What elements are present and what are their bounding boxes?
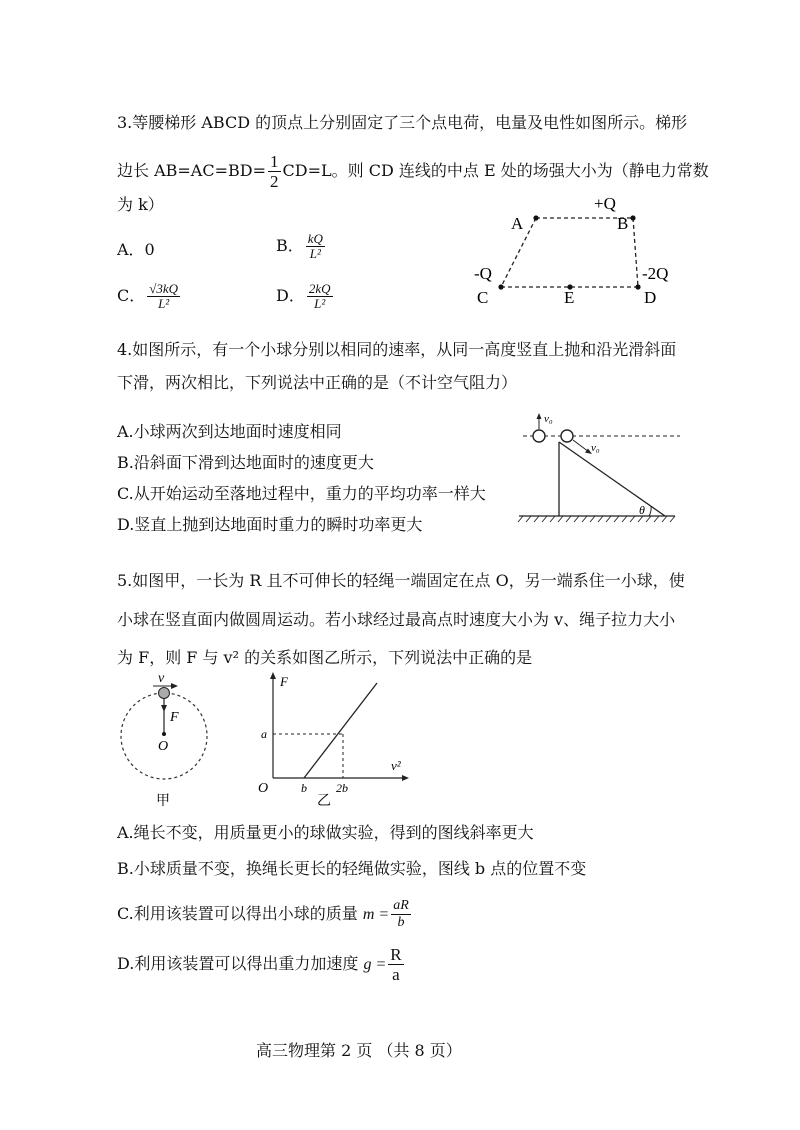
q3-half-fraction: $\frac{1}{2}$	[270, 152, 279, 191]
label-c: C	[477, 288, 489, 307]
vertex-d-dot	[635, 284, 640, 289]
vertex-c-dot	[498, 284, 503, 289]
ball-incline	[561, 430, 573, 442]
q4-line1: 4.如图所示，有一个小球分别以相同的速率，从同一高度竖直上抛和沿光滑斜面	[117, 340, 677, 359]
charge-d: -2Q	[642, 264, 669, 283]
charge-c: -Q	[474, 264, 492, 283]
ground-hatching	[518, 516, 675, 522]
q3-line2-b: CD=L。则 CD 连线的中点 E 处的场强大小为（静电力常数	[282, 161, 709, 180]
q5-figure-a	[112, 670, 222, 810]
q3-line2-a: 边长 AB=AC=BD=	[117, 161, 267, 180]
fig-b-caption: 乙	[317, 794, 331, 809]
q3-option-c: C． $\frac{√3kQ}{\text{L²}}$	[117, 281, 179, 311]
q5-option-c: C.利用该装置可以得出小球的质量 m = $\frac{aR}{b}$	[117, 898, 409, 930]
vertex-a-dot	[533, 215, 538, 220]
q4-option-b: B.沿斜面下滑到达地面时的速度更大	[117, 453, 374, 472]
q5-line2: 小球在竖直面内做圆周运动。若小球经过最高点时速度大小为 v、绳子拉力大小	[117, 610, 676, 629]
fig-b-f-axis-label: F	[280, 674, 288, 689]
label-d: D	[644, 288, 657, 307]
fig-a-ball	[159, 688, 170, 699]
q5-option-d: D.利用该装置可以得出重力加速度 g = $\frac{R}{a}$	[117, 945, 402, 984]
fig-b-a-tick: a	[261, 727, 267, 741]
vertex-b-dot	[630, 215, 635, 220]
fig-b-origin-label: O	[258, 781, 269, 796]
fig-a-caption: 甲	[156, 794, 170, 809]
page-footer: 高三物理第 2 页 （共 8 页）	[256, 1041, 462, 1060]
q5-figure-b-graph	[255, 670, 415, 810]
q3-line1: 3.等腰梯形 ABCD 的顶点上分别固定了三个点电荷，电量及电性如图所示。梯形	[117, 113, 688, 132]
q4-incline-figure	[515, 408, 685, 528]
fig-a-o-label: O	[158, 739, 169, 754]
q4-option-d: D.竖直上抛到达地面时重力的瞬时功率更大	[117, 515, 423, 534]
fig-b-b-tick: b	[301, 781, 307, 795]
label-b: B	[617, 214, 629, 233]
q3-option-d: D． $\frac{2kQ}{\text{L²}}$	[276, 281, 331, 311]
fig-b-2b-tick: 2b	[336, 781, 348, 795]
theta-label: θ	[639, 503, 645, 517]
q4-line2: 下滑，两次相比，下列说法中正确的是（不计空气阻力）	[117, 373, 518, 392]
label-e: E	[564, 288, 575, 307]
q4-option-a: A.小球两次到达地面时速度相同	[117, 422, 342, 441]
fig-a-f-label: F	[170, 710, 179, 725]
fig-a-v-label: v	[158, 671, 165, 686]
q3-option-a: A．0	[117, 240, 155, 259]
q5-line3: 为 F，则 F 与 v² 的关系如图乙所示，下列说法中正确的是	[117, 648, 533, 667]
fig-b-v2-axis-label: v²	[391, 758, 401, 773]
q5-line1: 5.如图甲，一长为 R 且不可伸长的轻绳一端固定在点 O，另一端系住一小球，使	[117, 571, 685, 590]
v0-up-label: v₀	[544, 413, 553, 425]
v0-slope-label: v₀	[591, 442, 600, 454]
q3-line3: 为 k）	[117, 195, 164, 214]
label-a: A	[511, 214, 524, 233]
fig-b-data-line	[304, 683, 377, 778]
q4-option-c: C.从开始运动至落地过程中，重力的平均功率一样大	[117, 484, 486, 503]
ball-vertical	[533, 430, 545, 442]
charge-b: +Q	[594, 194, 616, 213]
q3-trapezoid-figure	[460, 185, 690, 310]
q5-option-a: A.绳长不变，用质量更小的球做实验，得到的图线斜率更大	[117, 823, 534, 842]
q3-option-b: B． $\frac{kQ}{\text{L²}}$	[276, 231, 323, 261]
q5-option-b: B.小球质量不变，换绳长更长的轻绳做实验，图线 b 点的位置不变	[117, 859, 587, 878]
